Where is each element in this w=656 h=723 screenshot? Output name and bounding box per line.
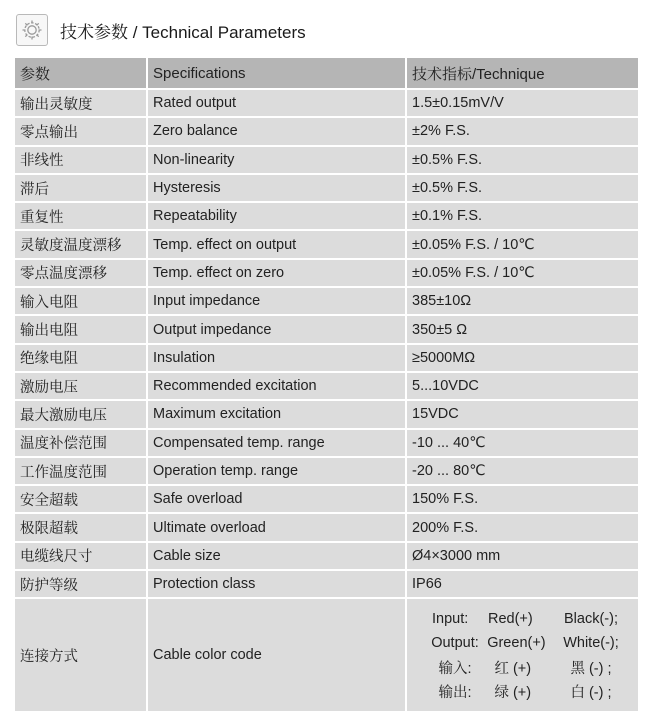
cell-value: -20 ... 80℃ [407,458,638,484]
cell-specification: Maximum excitation [148,401,405,427]
cell-parameter-cn: 电缆线尺寸 [15,543,146,569]
cell-specification: Ultimate overload [148,514,405,540]
table-row [15,458,638,484]
cell-value: ±0.5% F.S. [407,175,638,201]
cell-parameter-cn: 输出电阻 [15,316,146,342]
cell-value: ±2% F.S. [407,118,638,144]
table-row [15,118,638,144]
table-row [15,345,638,371]
section-header [16,12,306,48]
cell-value: Ø4×3000 mm [407,543,638,569]
table-row [15,90,638,116]
cable-positive-wire: 红 (+) [494,660,532,677]
cable-negative-wire: Black(-); [564,611,618,628]
cable-negative-wire: 黑 (-) ; [570,660,612,677]
cell-specification: Compensated temp. range [148,430,405,456]
cable-line-label: Output: [431,635,479,652]
cell-parameter-cn: 激励电压 [15,373,146,399]
cable-color-code [407,599,638,711]
cell-specification: Operation temp. range [148,458,405,484]
cell-value: 15VDC [407,401,638,427]
technical-parameters-table [15,58,638,713]
cell-parameter-cn: 绝缘电阻 [15,345,146,371]
cell-specification: Output impedance [148,316,405,342]
table-row [15,288,638,314]
cell-parameter-cn: 重复性 [15,203,146,229]
cell-specification: Non-linearity [148,147,405,173]
cell-specification: Input impedance [148,288,405,314]
cable-positive-wire: 绿 (+) [494,684,532,701]
cell-specification: Hysteresis [148,175,405,201]
cable-negative-wire: White(-); [563,635,619,652]
table-header-row [15,58,638,88]
cable-color-line [438,655,611,679]
table-row-connection [15,599,638,711]
table-row [15,175,638,201]
cable-color-line [431,631,619,655]
cell-parameter-cn: 输入电阻 [15,288,146,314]
cell-parameter-cn: 防护等级 [15,571,146,597]
table-row [15,260,638,286]
cell-parameter-cn: 零点输出 [15,118,146,144]
cable-line-label: 输入: [438,660,472,677]
table-row [15,514,638,540]
cell-specification: Rated output [148,90,405,116]
cell-specification: Cable size [148,543,405,569]
cell-specification: Temp. effect on zero [148,260,405,286]
cell-parameter-cn: 安全超载 [15,486,146,512]
cell-value: 385±10Ω [407,288,638,314]
cell-parameter-cn: 输出灵敏度 [15,90,146,116]
table-row [15,571,638,597]
column-header-specifications: Specifications [148,58,405,88]
cell-value: ≥5000MΩ [407,345,638,371]
cell-specification: Protection class [148,571,405,597]
cell-parameter-cn: 非线性 [15,147,146,173]
cell-parameter-cn: 最大激励电压 [15,401,146,427]
cell-parameter-cn: 零点温度漂移 [15,260,146,286]
cable-color-line [432,607,618,631]
cell-parameter-cn: 灵敏度温度漂移 [15,231,146,257]
cell-specification: Recommended excitation [148,373,405,399]
cell-specification: Cable color code [148,599,405,711]
gear-icon [16,14,48,46]
cell-value: 5...10VDC [407,373,638,399]
table-row [15,543,638,569]
table-row [15,486,638,512]
cell-value: ±0.05% F.S. / 10℃ [407,231,638,257]
cell-specification: Insulation [148,345,405,371]
section-title: 技术参数 / Technical Parameters [60,22,306,42]
column-header-technique: 技术指标/Technique [407,58,638,88]
cell-specification: Safe overload [148,486,405,512]
cable-line-label: 输出: [438,684,472,701]
table-row [15,401,638,427]
cell-value: ±0.05% F.S. / 10℃ [407,260,638,286]
cell-parameter-cn: 极限超载 [15,514,146,540]
cell-parameter-cn: 滞后 [15,175,146,201]
cell-value: -10 ... 40℃ [407,430,638,456]
cell-value: ±0.1% F.S. [407,203,638,229]
cell-value: 200% F.S. [407,514,638,540]
cable-negative-wire: 白 (-) ; [570,684,612,701]
table-row [15,203,638,229]
cell-value: IP66 [407,571,638,597]
column-header-parameter-cn: 参数 [15,58,146,88]
cell-specification: Temp. effect on output [148,231,405,257]
cell-value: 1.5±0.15mV/V [407,90,638,116]
cell-parameter-cn: 连接方式 [15,599,146,711]
cell-specification: Zero balance [148,118,405,144]
cell-value: 150% F.S. [407,486,638,512]
cell-parameter-cn: 温度补偿范围 [15,430,146,456]
cell-value: 350±5 Ω [407,316,638,342]
cable-positive-wire: Green(+) [487,635,546,652]
table-row [15,430,638,456]
cable-line-label: Input: [432,611,469,628]
cable-color-line [438,679,611,703]
table-row [15,316,638,342]
cell-parameter-cn: 工作温度范围 [15,458,146,484]
table-row [15,147,638,173]
table-row [15,231,638,257]
cell-specification: Repeatability [148,203,405,229]
cable-positive-wire: Red(+) [488,611,533,628]
table-row [15,373,638,399]
cell-value: ±0.5% F.S. [407,147,638,173]
